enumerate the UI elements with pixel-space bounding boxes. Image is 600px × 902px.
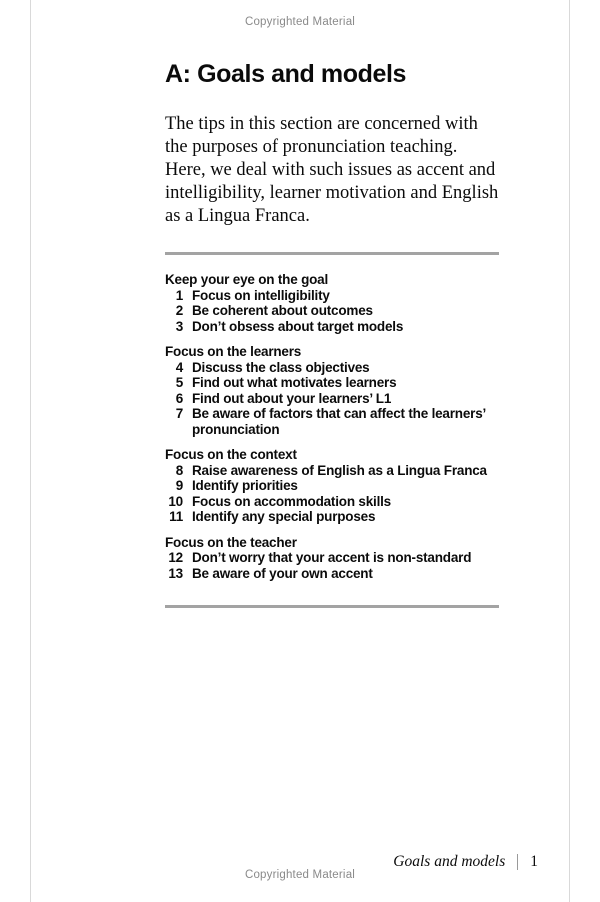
footer-chapter-title: Goals and models (393, 853, 506, 870)
toc-item-label: Find out what motivates learners (192, 375, 397, 390)
toc-section-learners (165, 344, 499, 437)
toc-item-label: Be aware of factors that can affect the learners’ pronunciation (192, 406, 486, 437)
toc-item-number: 1 (175, 287, 183, 303)
toc-item (165, 463, 499, 479)
toc-item (165, 360, 499, 376)
toc-item (165, 509, 499, 525)
toc-item (165, 391, 499, 407)
toc-item-label: Identify any special purposes (192, 509, 376, 524)
copyright-notice-top: Copyrighted Material (244, 16, 356, 28)
toc-item-number: 12 (168, 550, 183, 565)
toc-item-label: Find out about your learners’ L1 (192, 390, 392, 406)
divider-top (165, 252, 499, 255)
toc-item-number: 13 (168, 565, 183, 581)
toc-item-number: 5 (175, 375, 183, 390)
toc-section-heading: Focus on the learners (165, 344, 302, 359)
toc-item-number: 10 (168, 493, 183, 509)
footer-page-number: 1 (530, 853, 538, 870)
toc-item-number: 2 (175, 303, 183, 318)
toc-item-number: 6 (175, 390, 183, 406)
toc-item (165, 478, 499, 494)
toc-item (165, 319, 499, 335)
toc-item-label: Identify priorities (192, 478, 298, 493)
toc-item-label: Be coherent about outcomes (192, 303, 373, 318)
toc-section-teacher (165, 535, 499, 582)
toc-item-number: 8 (175, 462, 183, 478)
toc-item (165, 406, 499, 437)
page-title: A: Goals and models (165, 60, 407, 88)
toc-item (165, 288, 499, 304)
page-edge-left (30, 0, 31, 902)
toc-item-number: 11 (169, 509, 183, 524)
toc-item-label: Be aware of your own accent (192, 565, 373, 581)
toc-item-number: 4 (175, 359, 183, 375)
divider-bottom (165, 605, 499, 608)
toc-section-heading: Keep your eye on the goal (165, 272, 329, 287)
toc-item-label: Don’t worry that your accent is non-standard (192, 550, 472, 565)
intro-paragraph: The tips in this section are concerned with the purposes of pronunciation teaching. Here, we deal with such issues as accent and intelligibility, learner motivation and English as a Lingua Franca. (165, 114, 499, 226)
page-edge-right (569, 0, 570, 902)
toc-item-label: Discuss the class objectives (192, 359, 370, 375)
footer-separator (517, 854, 518, 870)
toc-item-number: 3 (175, 318, 183, 334)
toc-item-label: Focus on accommodation skills (192, 493, 391, 509)
toc-item-label: Focus on intelligibility (192, 287, 330, 303)
toc-section-goal (165, 272, 499, 334)
toc-item-number: 7 (175, 406, 183, 421)
toc-section-heading: Focus on the teacher (165, 534, 297, 550)
table-of-contents (165, 272, 499, 581)
page-content (165, 0, 499, 608)
toc-item-number: 9 (175, 478, 183, 493)
toc-item (165, 375, 499, 391)
toc-item (165, 303, 499, 319)
toc-item (165, 494, 499, 510)
toc-item (165, 566, 499, 582)
toc-item (165, 550, 499, 566)
toc-section-heading: Focus on the context (165, 447, 297, 462)
toc-item-label: Raise awareness of English as a Lingua Franca (192, 462, 487, 478)
copyright-notice-bottom: Copyrighted Material (244, 869, 356, 881)
toc-section-context (165, 447, 499, 525)
toc-item-label: Don’t obsess about target models (192, 318, 404, 334)
